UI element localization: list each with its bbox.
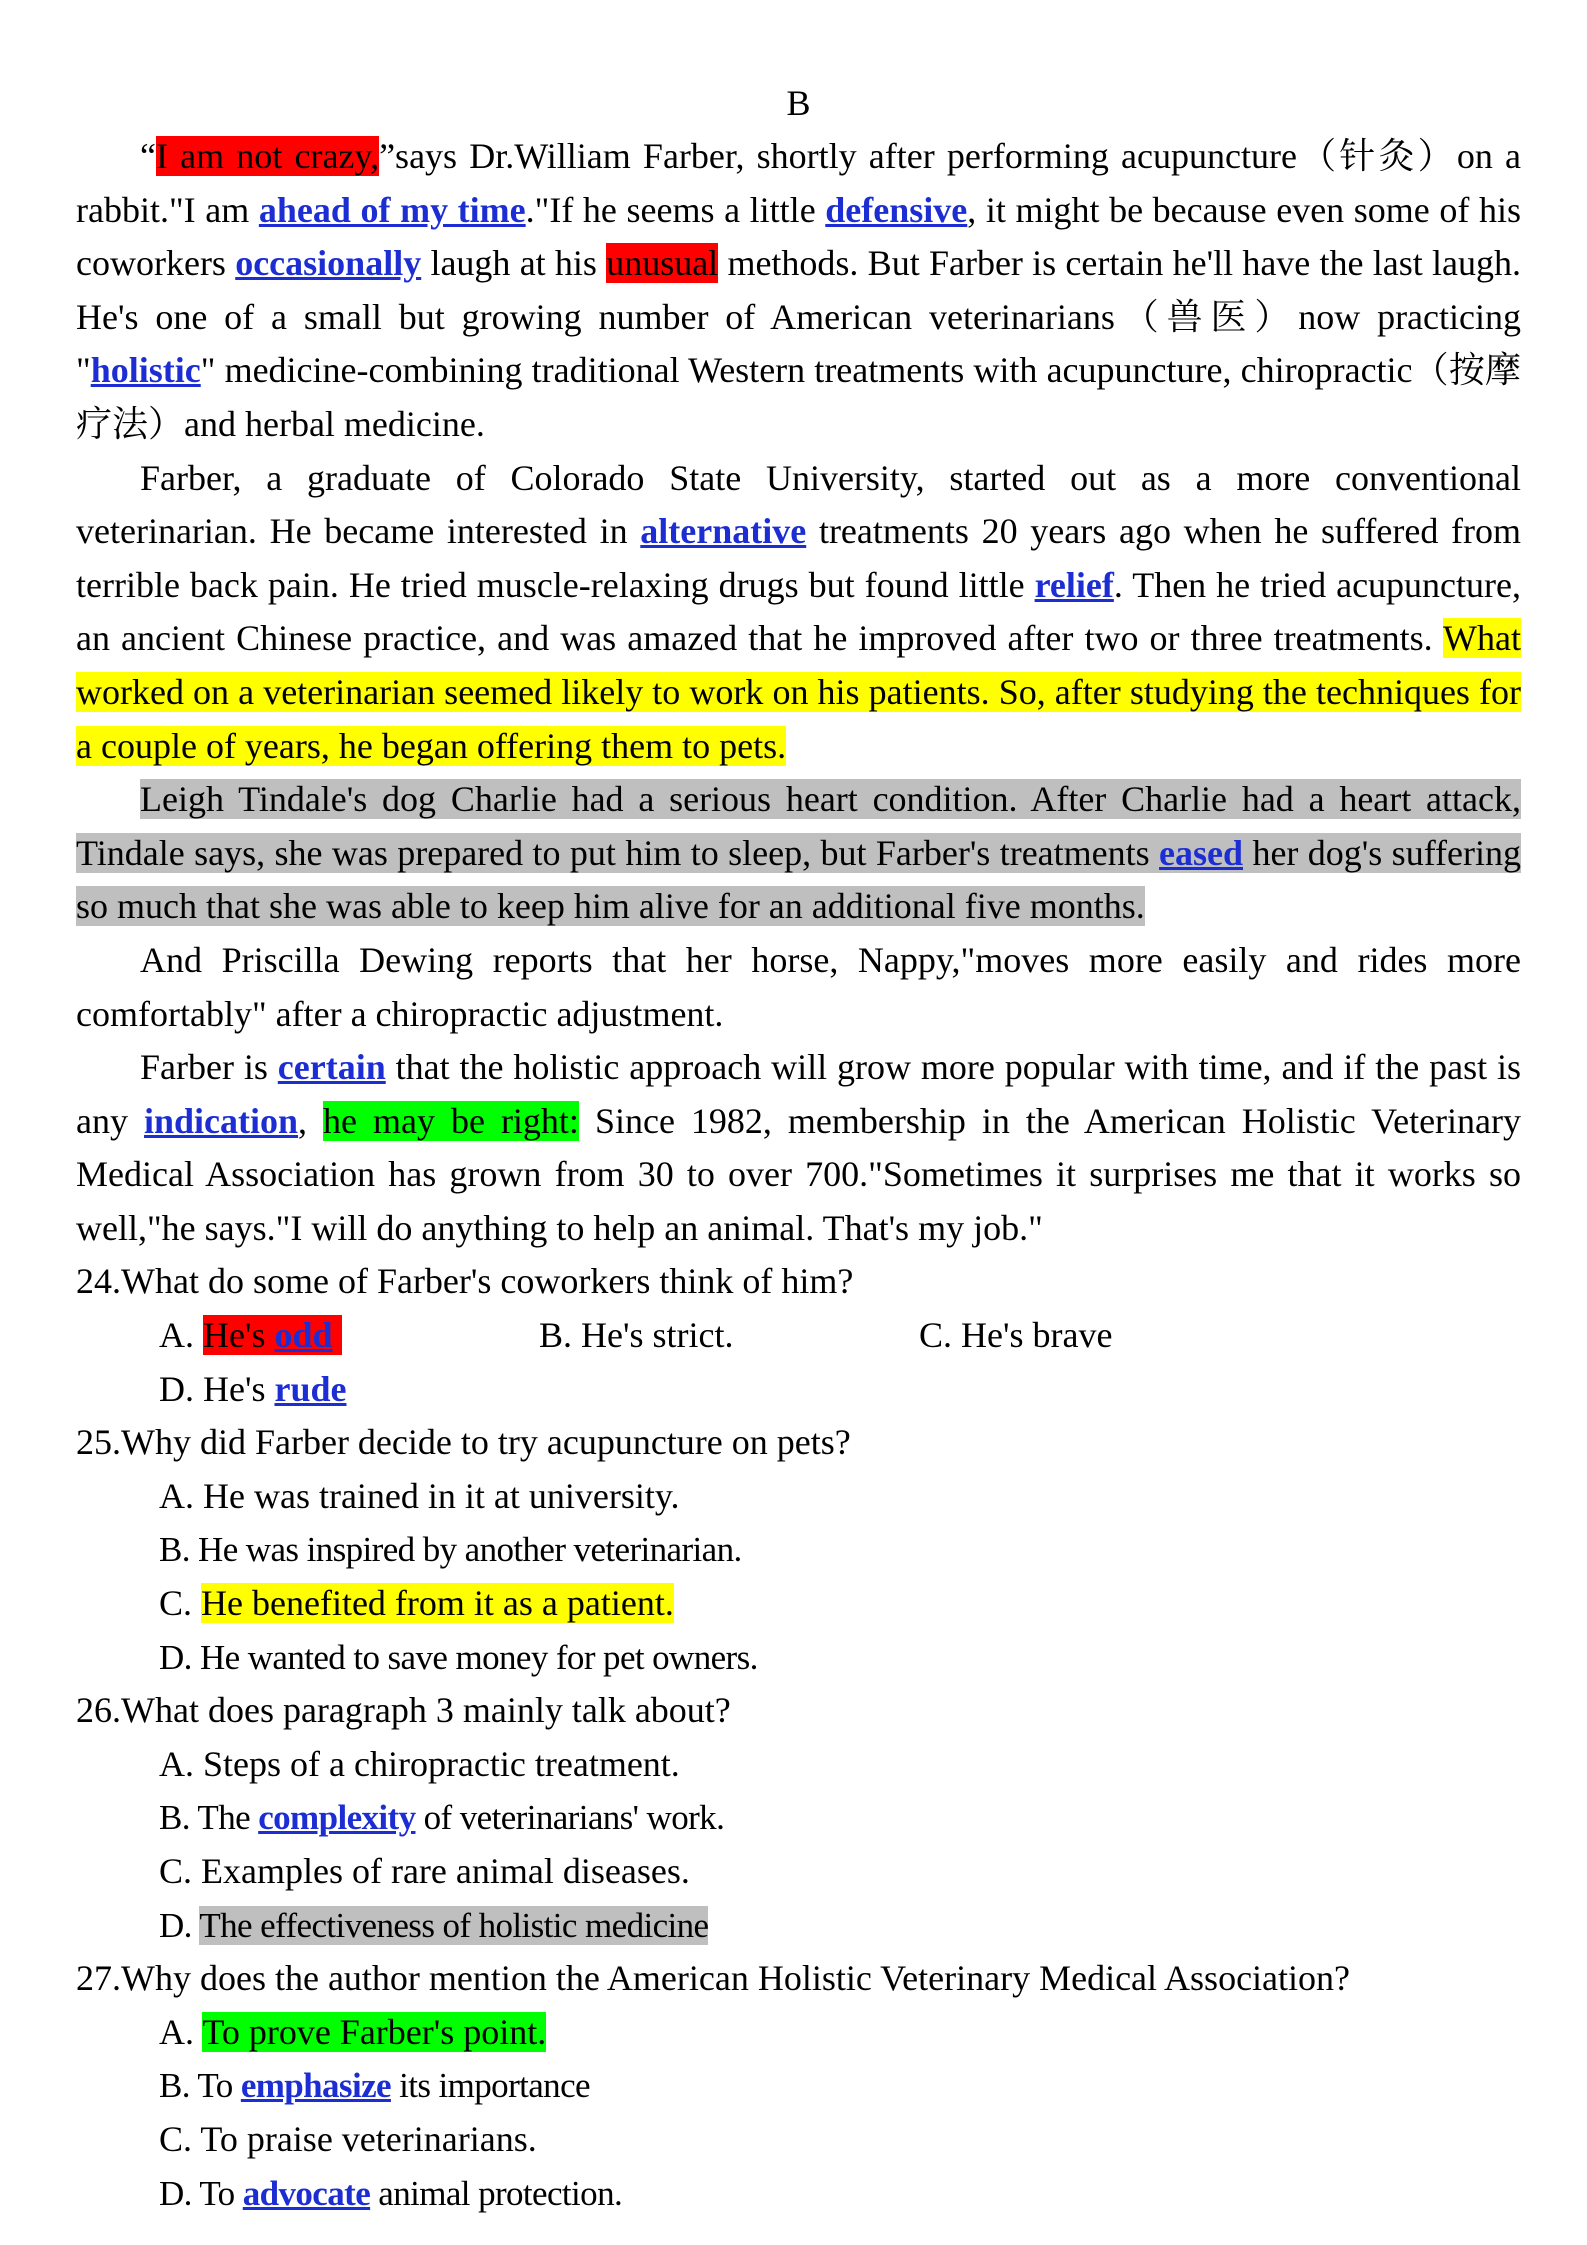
highlight-green: To prove Farber's point. [202,2011,547,2052]
option-c: C. To praise veterinarians. [159,2118,537,2159]
text-run: animal protection. [370,2173,623,2213]
keyword: complexity [258,1798,416,1838]
keyword: holistic [90,350,201,391]
keyword: occasionally [235,243,422,284]
question-stem: 25.Why did Farber decide to try acupuncture on pets? [76,1422,851,1463]
paragraph-5 [76,1041,1521,1255]
option-label: D. To [159,2173,243,2213]
text-run: of veterinarians' work. [415,1798,725,1838]
option-d [159,1899,849,1953]
keyword: emphasize [240,2066,391,2106]
open-quote: “ [140,136,156,176]
question-25 [76,1416,1521,1684]
option-b: B. He's strict. [539,1315,734,1356]
paragraph-4: And Priscilla Dewing reports that her horse, Nappy,"moves more easily and rides more comfortably" after a chiropractic adjustment. [76,939,1521,1034]
text-run: its importance [390,2066,590,2106]
option-label: B. To [159,2066,241,2106]
question-stem: 24.What do some of Farber's coworkers think of him? [76,1261,854,1302]
text-run: ."If he seems a little [525,189,826,230]
option-b: B. He was inspired by another veterinarian. [159,1530,742,1570]
text-run: treatments 20 years ago when he suffered from terrible back pain. He tried muscle-relaxing drugs but found little [76,511,1522,605]
keyword: advocate [242,2173,371,2213]
option-label: A. [159,1315,203,1356]
text-run: . Then he tried acupuncture, an ancient Chinese practice, and was amazed that he improved after two or three treatments. [76,564,1521,659]
question-stem: 26.What does paragraph 3 mainly talk about? [76,1690,731,1731]
option-c [159,1577,839,1631]
keyword: certain [277,1047,386,1088]
paragraph-1 [76,130,1521,452]
text-run: laugh at his [421,243,607,284]
option-b [159,2059,849,2113]
paragraph-2 [76,452,1521,774]
option-d: D. He wanted to save money for pet owners. [159,1637,758,1677]
option-c: C. He's brave [919,1315,1113,1356]
option-label: D. [159,1905,200,1945]
highlight-yellow: What worked on a veterinarian seemed likely to work on his patients. So, after studying the techniques for a couple of years, he began offering them to pets. [76,618,1521,766]
text-run: He's [203,1315,275,1356]
keyword: odd [274,1315,333,1356]
question-26 [76,1684,1521,1952]
section-label: B [786,83,811,123]
option-label: B. The [159,1798,259,1838]
text-run: , [298,1100,324,1141]
text-run: that the holistic approach will grow more popular with time, and if the past is any [76,1047,1522,1141]
keyword: indication [143,1100,299,1141]
question-27 [76,1952,1521,2220]
option-a [159,2006,839,2060]
text-run: , it might be because even some of his coworkers [76,189,1521,284]
keyword: eased [1159,832,1244,873]
keyword: alternative [640,511,807,552]
question-24 [76,1255,1521,1416]
highlight-yellow: He benefited from it as a patient. [201,1583,674,1624]
text-run: Farber, a graduate of Colorado State University, started out as a more conventional veterinarian. He became interested in [76,457,1521,552]
highlight-green: he may be right: [323,1100,579,1141]
highlight-red [203,1315,342,1355]
option-label: A. [159,2011,203,2052]
option-d [159,2167,849,2221]
paragraph-3 [76,773,1521,934]
text-run: Since 1982, membership in the American Holistic Veterinary Medical Association has grown from 30 to over 700."Sometimes it surprises me that it works so well,"he says."I will do anything to help an animal. That's my job." [76,1100,1522,1248]
keyword: ahead of my time [258,189,526,230]
highlight-red: unusual [606,243,719,284]
keyword: relief [1034,564,1114,605]
highlight-gray: her dog's suffering so much that she was able to keep him alive for an additional five months. [76,832,1521,927]
option-c: C. Examples of rare animal diseases. [159,1851,690,1891]
options [76,1470,1521,1684]
keyword: rude [274,1368,347,1409]
options [76,1309,1521,1416]
option-label: D. He's [159,1368,275,1409]
text-run: methods. But Farber is certain he'll have the last laugh. He's one of a small but growing number of American veterinarians（兽医）now practicing " [76,243,1521,391]
options [76,2006,1521,2220]
text-run: ”says Dr.William Farber, shortly after performing acupuncture（针灸）on a rabbit."I am [76,136,1521,230]
option-b [159,1791,849,1845]
option-a: A. He was trained in it at university. [159,1475,680,1516]
highlight-gray: The effectiveness of holistic medicine [199,1905,709,1945]
question-stem: 27.Why does the author mention the American Holistic Veterinary Medical Association? [76,1958,1351,1999]
text-run: " medicine-combining traditional Western treatments with acupuncture, chiropractic（按摩疗法）and herbal medicine. [76,350,1521,444]
option-d [159,1363,539,1417]
option-label: C. [159,1583,202,1624]
highlight-red: I am not crazy, [155,136,380,176]
keyword: defensive [825,189,968,230]
option-a [159,1309,539,1363]
text-run: Farber is [140,1047,278,1088]
highlight-gray: Leigh Tindale's dog Charlie had a serious heart condition. After Charlie had a heart attack, Tindale says, she was prepared to put him to sleep, but Farber's treatments [76,779,1521,873]
option-a: A. Steps of a chiropractic treatment. [159,1743,680,1784]
options [76,1738,1521,1952]
